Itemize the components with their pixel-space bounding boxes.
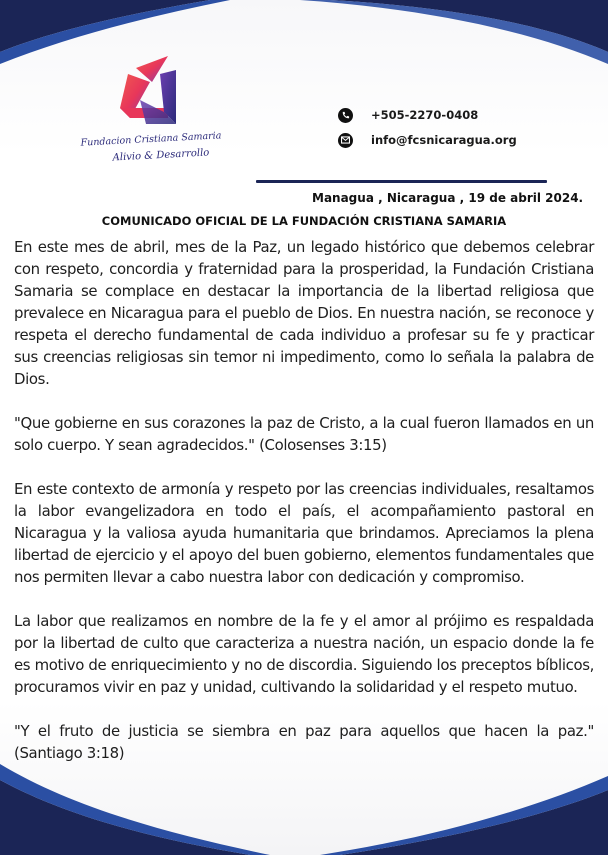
paragraph: La labor que realizamos en nombre de la fe y el amor al prójimo es respaldada por la libertad de culto que caracteriza a nuestra nación, un espacio donde la fe es motivo de enriquecimiento y no de discordia. Siguiendo los preceptos bíblicos, procuramos vivir en paz y unidad, cultivando la solidaridad y el respeto mutuo. xyxy=(14,612,594,696)
contact-block xyxy=(338,106,517,156)
quote-paragraph: "Que gobierne en sus corazones la paz de Cristo, a la cual fueron llamados en un solo cuerpo. Y sean agradecidos." (Colosenses 3:15) xyxy=(14,414,594,454)
logo-title: Fundacion Cristiana Samaria xyxy=(80,130,222,149)
phone-row xyxy=(338,106,517,124)
paragraph: En este mes de abril, mes de la Paz, un legado histórico que debemos celebrar con respeto, concordia y fraternidad para la prosperidad, la Fundación Cristiana Samaria se complace en destacar la importancia de la libertad religiosa que prevalece en Nicaragua para el pueblo de Dios. En nuestra nación, se reconoce y respeta el derecho fundamental de cada individuo a profesar su fe y practicar sus creencias religiosas sin temor ni impedimento, como lo señala la palabra de Dios. xyxy=(14,238,594,388)
mail-icon xyxy=(338,133,353,148)
paragraph: En este contexto de armonía y respeto por las creencias individuales, resaltamos la labor evangelizadora en todo el país, el acompañamiento pastoral en Nicaragua y la valiosa ayuda humanitaria que brindamos. Apreciamos la plena libertad de ejercicio y el apoyo del buen gobierno, elementos fundamentales que nos permiten llevar a cabo nuestra labor con dedicación y compromiso. xyxy=(14,480,594,586)
email-address[interactable]: info@fcsnicaragua.org xyxy=(371,133,517,147)
header-divider xyxy=(256,180,547,183)
foundation-logo xyxy=(76,52,226,176)
phone-number[interactable]: +505-2270-0408 xyxy=(371,108,479,122)
logo-subtitle: Alivio & Desarrollo xyxy=(112,147,210,164)
letter-body xyxy=(14,236,594,764)
email-row xyxy=(338,131,517,149)
document-heading: COMUNICADO OFICIAL DE LA FUNDACIÓN CRISTIANA SAMARIA xyxy=(101,214,507,228)
date-line: Managua , Nicaragua , 19 de abril 2024. xyxy=(312,191,584,205)
phone-icon xyxy=(338,108,353,123)
quote-paragraph: "Y el fruto de justicia se siembra en paz para aquellos que hacen la paz." (Santiago 3:18) xyxy=(14,722,594,762)
